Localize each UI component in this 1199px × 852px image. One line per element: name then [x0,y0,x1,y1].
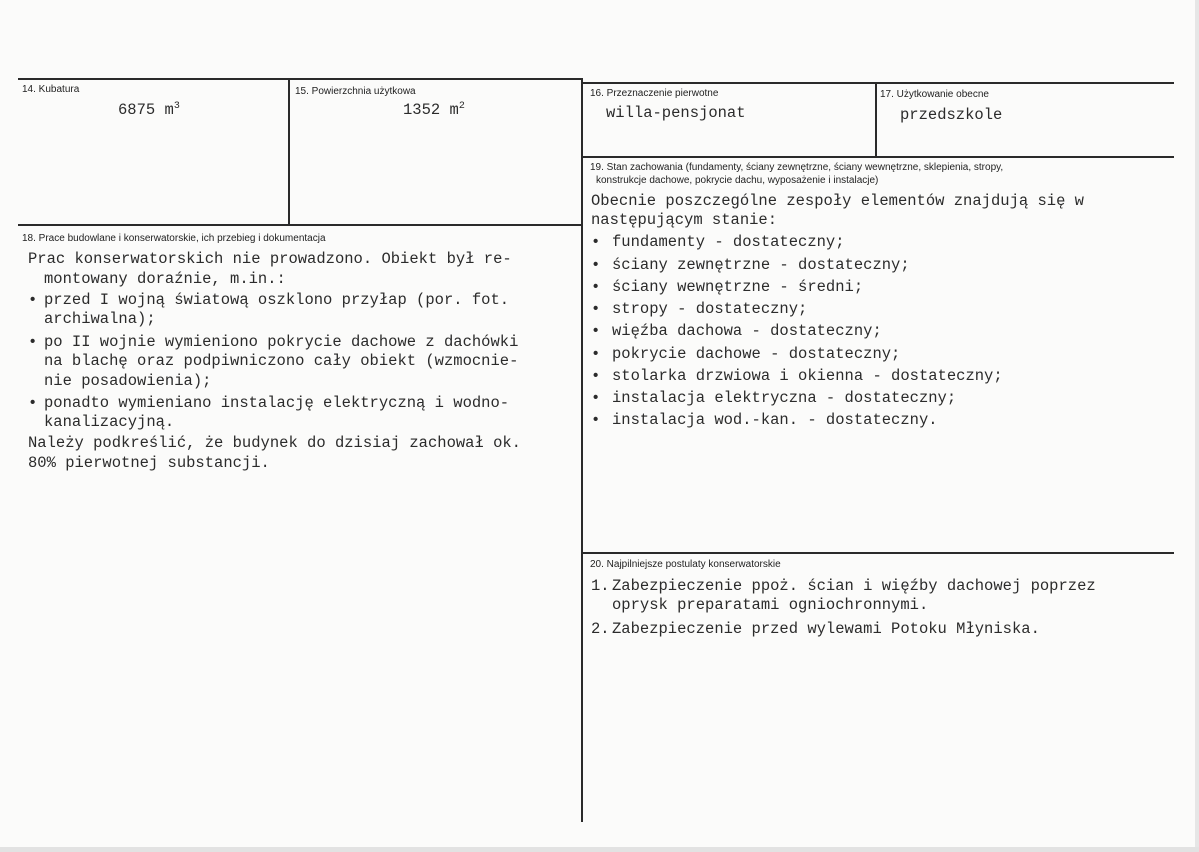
bullet-icon: • [28,394,38,412]
field-16-label: 16. Przeznaczenie pierwotne [590,88,719,99]
field-18-item-line: przed I wojną światową oszklono przyłap (por. fot. [44,291,510,309]
bullet-icon: • [591,345,601,363]
field-18-item-line: ponadto wymieniano instalację elektryczną i wodno- [44,394,510,412]
field-17-value: przedszkole [900,106,1003,124]
rule-20-top [583,552,1174,554]
field-20-item-number: 2. [591,620,610,638]
bullet-icon: • [591,278,601,296]
field-14-label: 14. Kubatura [22,84,80,95]
field-16-value: willa-pensjonat [606,104,746,122]
bullet-icon: • [591,367,601,385]
field-17-label: 17. Użytkowanie obecne [880,89,989,100]
bullet-icon: • [591,256,601,274]
field-19-item: fundamenty - dostateczny; [612,233,845,251]
field-18-item-line: archiwalna); [44,310,156,328]
cubature-exponent: 3 [173,101,180,112]
field-18-item-line: kanalizacyjną. [44,413,175,431]
rule-18-top [18,224,583,226]
field-20-item-line: Zabezpieczenie przed wylewami Potoku Młyniska. [612,620,1040,638]
field-19-item: instalacja wod.-kan. - dostateczny. [612,411,938,429]
field-20-item-line: Zabezpieczenie ppoż. ścian i więźby dachowej poprzez [612,577,1096,595]
field-20-item-line: oprysk preparatami ogniochronnymi. [612,596,929,614]
bullet-icon: • [28,333,38,351]
field-18-item-line: po II wojnie wymieniono pokrycie dachowe z dachówki [44,333,519,351]
divider-14-15 [288,78,290,225]
field-19-label-line: konstrukcje dachowe, pokrycie dachu, wyposażenie i instalacje) [596,175,879,186]
field-18-label: 18. Prace budowlane i konserwatorskie, ich przebieg i dokumentacja [22,233,326,244]
bullet-icon: • [591,233,601,251]
field-18-item-line: nie posadowienia); [44,372,212,390]
cubature-unit: m [164,101,174,120]
field-19-item: ściany zewnętrzne - dostateczny; [612,256,910,274]
field-15-label: 15. Powierzchnia użytkowa [295,86,416,97]
field-19-intro-line: Obecnie poszczególne zespoły elementów znajdują się w [591,192,1084,210]
divider-main [581,78,583,822]
bullet-icon: • [591,300,601,318]
area-number: 1352 [403,101,441,120]
field-19-item: stolarka drzwiowa i okienna - dostateczny; [612,367,1003,385]
scan-edge-bottom [0,847,1199,852]
bullet-icon: • [591,411,601,429]
field-19-intro-line: następującym stanie: [591,211,778,229]
rule-top-right [583,82,1174,84]
field-19-item: ściany wewnętrzne - średni; [612,278,864,296]
field-18-intro-line: Prac konserwatorskich nie prowadzono. Obiekt był re- [28,250,512,268]
area-exponent: 2 [458,101,465,112]
field-15-value [403,101,465,119]
field-18-outro-line: 80% pierwotnej substancji. [28,454,270,472]
field-20-item-number: 1. [591,577,610,595]
rule-19-top [583,156,1174,158]
divider-16-17 [875,82,877,157]
rule-top-left [18,78,583,80]
area-unit: m [449,101,459,120]
bullet-icon: • [591,322,601,340]
bullet-icon: • [28,291,38,309]
field-14-value [118,101,180,119]
field-20-label: 20. Najpilniejsze postulaty konserwatorskie [590,559,781,570]
field-19-item: więźba dachowa - dostateczny; [612,322,882,340]
bullet-icon: • [591,389,601,407]
field-18-outro-line: Należy podkreślić, że budynek do dzisiaj zachował ok. [28,434,521,452]
scan-edge-right [1195,0,1199,852]
field-19-item: instalacja elektryczna - dostateczny; [612,389,957,407]
field-18-item-line: na blachę oraz podpiwniczono cały obiekt (wzmocnie- [44,352,519,370]
field-19-item: pokrycie dachowe - dostateczny; [612,345,901,363]
field-19-item: stropy - dostateczny; [612,300,808,318]
field-19-label-line: 19. Stan zachowania (fundamenty, ściany zewnętrzne, ściany wewnętrzne, sklepienia, stropy, [590,162,1004,173]
field-18-intro-line: montowany doraźnie, m.in.: [44,270,286,288]
cubature-number: 6875 [118,101,156,120]
